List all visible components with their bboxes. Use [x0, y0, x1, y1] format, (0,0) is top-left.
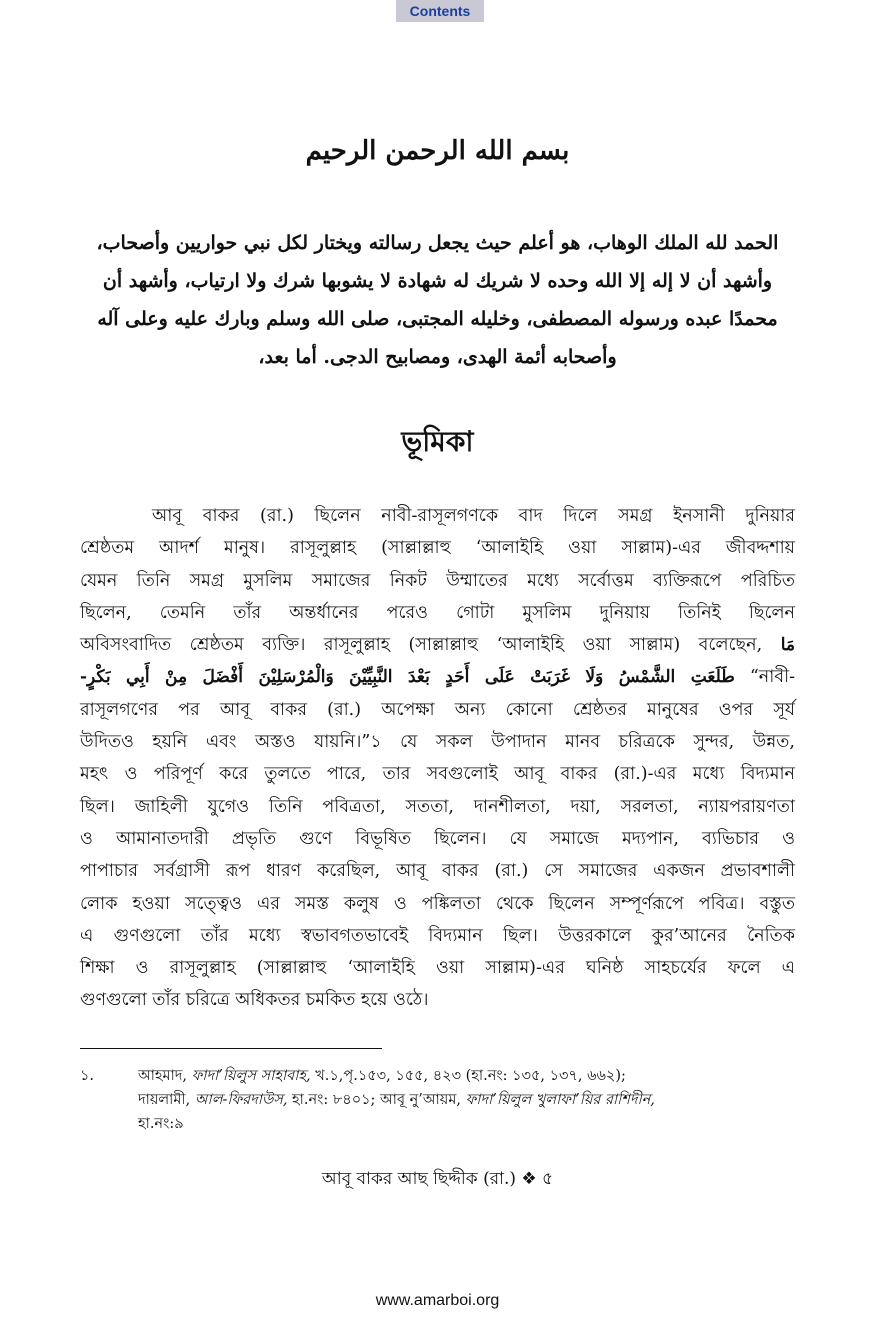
quote-arabic-start: مَا	[780, 635, 795, 656]
body-line: আবূ বাকর (রা.) ছিলেন নাবী-রাসূলগণকে বাদ দিলে সমগ্র ইনসানী দুনিয়ার	[152, 506, 795, 526]
body-line: রাসূলগণের পর আবূ বাকর (রা.) অপেক্ষা অন্য কোনো শ্রেষ্ঠতর মানুষের ওপর সূর্য	[80, 699, 795, 720]
footnote-line: হা.নং:৯	[138, 1116, 184, 1132]
body-line: যেমন তিনি সমগ্র মুসলিম সমাজের নিকট উম্মাতের মধ্যে সর্বোত্তম ব্যক্তিরূপে পরিচিত	[80, 570, 795, 591]
footnote-text: আহমাদ,	[138, 1068, 192, 1084]
body-line	[80, 629, 795, 661]
body-line: এ গুণগুলো তাঁর মধ্যে স্বভাবগতভাবেই বিদ্যমান ছিল। উত্তরকালে কুর’আনের নৈতিক	[80, 925, 795, 946]
footnote-title: ফাদা’য়িলুল খুলাফা’য়ির রাশিদীন,	[465, 1092, 655, 1108]
body-line: শ্রেষ্ঠতম আদর্শ মানুষ। রাসূলুল্লাহ (সাল্লাল্লাহু ‘আলাইহি ওয়া সাল্লাম)-এর জীবদ্দশায়	[80, 538, 795, 559]
running-footer: আবূ বাকর আছ ছিদ্দীক (রা.) ❖ ৫	[321, 1169, 554, 1189]
body-line: ছিলেন, তেমনি তাঁর অন্তর্ধানের পরেও গোটা মুসলিম দুনিয়ায় তিনিই ছিলেন	[80, 602, 795, 623]
body-line: ও আমানাতদারী প্রভৃতি গুণে বিভূষিত ছিলেন। যে সমাজে মদ্যপান, ব্যভিচার ও	[80, 828, 795, 849]
body-line: উদিতও হয়নি এবং অস্তও যায়নি।”১ যে সকল উপাদান মানব চরিত্রকে সুন্দর, উন্নত,	[80, 732, 795, 753]
body-line: মহৎ ও পরিপূর্ণ করে তুলতে পারে, তার সবগুলোই আবূ বাকর (রা.)-এর মধ্যে বিদ্যমান	[80, 764, 795, 785]
footnote	[80, 1064, 795, 1136]
body-line: গুণগুলো তাঁর চরিত্রে অধিকতর চমকিত হয়ে ওঠে।	[80, 990, 429, 1011]
footnote-text: দায়লামী,	[138, 1092, 195, 1108]
footnote-body	[138, 1064, 795, 1136]
footnote-number: ১.	[80, 1068, 95, 1084]
body-line: লোক হওয়া সত্ত্বেও এর সমস্ত কলুষ ও পঙ্কিলতা থেকে ছিলেন সম্পূর্ণরূপে পবিত্র। বস্তুত	[80, 893, 795, 914]
body-line: ছিল। জাহিলী যুগেও তিনি পবিত্রতা, সততা, দানশীলতা, দয়া, সরলতা, ন্যায়পরায়ণতা	[80, 796, 795, 817]
footnote-line	[138, 1088, 795, 1112]
body-paragraph	[80, 500, 795, 1017]
bismillah: بسم الله الرحمن الرحيم	[305, 136, 570, 166]
arabic-intro-line: وأصحابه أئمة الهدى، ومصابيح الدجى. أما بعد،	[258, 346, 617, 368]
body-line: শিক্ষা ও রাসূলুল্লাহ (সাল্লাল্লাহু ‘আলাইহি ওয়া সাল্লাম)-এর ঘনিষ্ঠ সাহচর্যের ফলে এ	[80, 958, 795, 979]
arabic-intro-line: الحمد لله الملك الوهاب، هو أعلم حيث يجعل رسالته ويختار لكل نبي حواريين وأصحاب،	[96, 232, 779, 254]
quote-line	[80, 661, 795, 693]
footnote-line	[138, 1064, 795, 1088]
arabic-intro	[80, 224, 795, 376]
quote-arabic-main: طَلَعَتِ الشَّمْسُ وَلَا غَرَبَتْ عَلَى أَحَدٍ بَعْدَ النَّبِيِّيْنَ وَالْمُرْسَلِيْنَ أَفْضَلَ مِنْ أَبِي بَكْرٍ-	[80, 667, 735, 688]
section-heading: ভূমিকা	[401, 425, 474, 458]
site-url: www.amarboi.org	[375, 1292, 500, 1309]
footnote-title: ফাদা’য়িলুস সাহাবাহ,	[191, 1068, 311, 1084]
arabic-intro-line: محمدًا عبده ورسوله المصطفى، وخليله المجتبى، صلى الله وسلم وبارك عليه وعلى آله	[97, 308, 778, 330]
footnote-divider	[80, 1048, 382, 1049]
body-line: পাপাচার সর্বগ্রাসী রূপ ধারণ করেছিল, আবূ বাকর (রা.) সে সমাজের একজন প্রভাবশালী	[80, 861, 795, 882]
footnote-title: আল-ফিরদাউস,	[194, 1092, 288, 1108]
arabic-intro-line: وأشهد أن لا إله إلا الله وحده لا شريك له شهادة لا يشوبها شرك ولا ارتياب، وأشهد أن	[102, 270, 773, 292]
quote-bengali-start: “নাবী-	[749, 667, 795, 688]
body-line-text: অবিসংবাদিত শ্রেষ্ঠতম ব্যক্তি। রাসূলুল্লাহ (সাল্লাল্লাহু ‘আলাইহি ওয়া সাল্লাম) বলেছেন,	[80, 635, 763, 656]
footnote-text: খ.১,পৃ.১৫৩, ১৫৫, ৪২৩ (হা.নং: ১৩৫, ১৩৭, ৬৬২);	[310, 1068, 626, 1084]
footnote-text: হা.নং: ৮৪০১; আবূ নু’আয়ম,	[287, 1092, 466, 1108]
contents-link[interactable]: Contents	[396, 0, 484, 22]
